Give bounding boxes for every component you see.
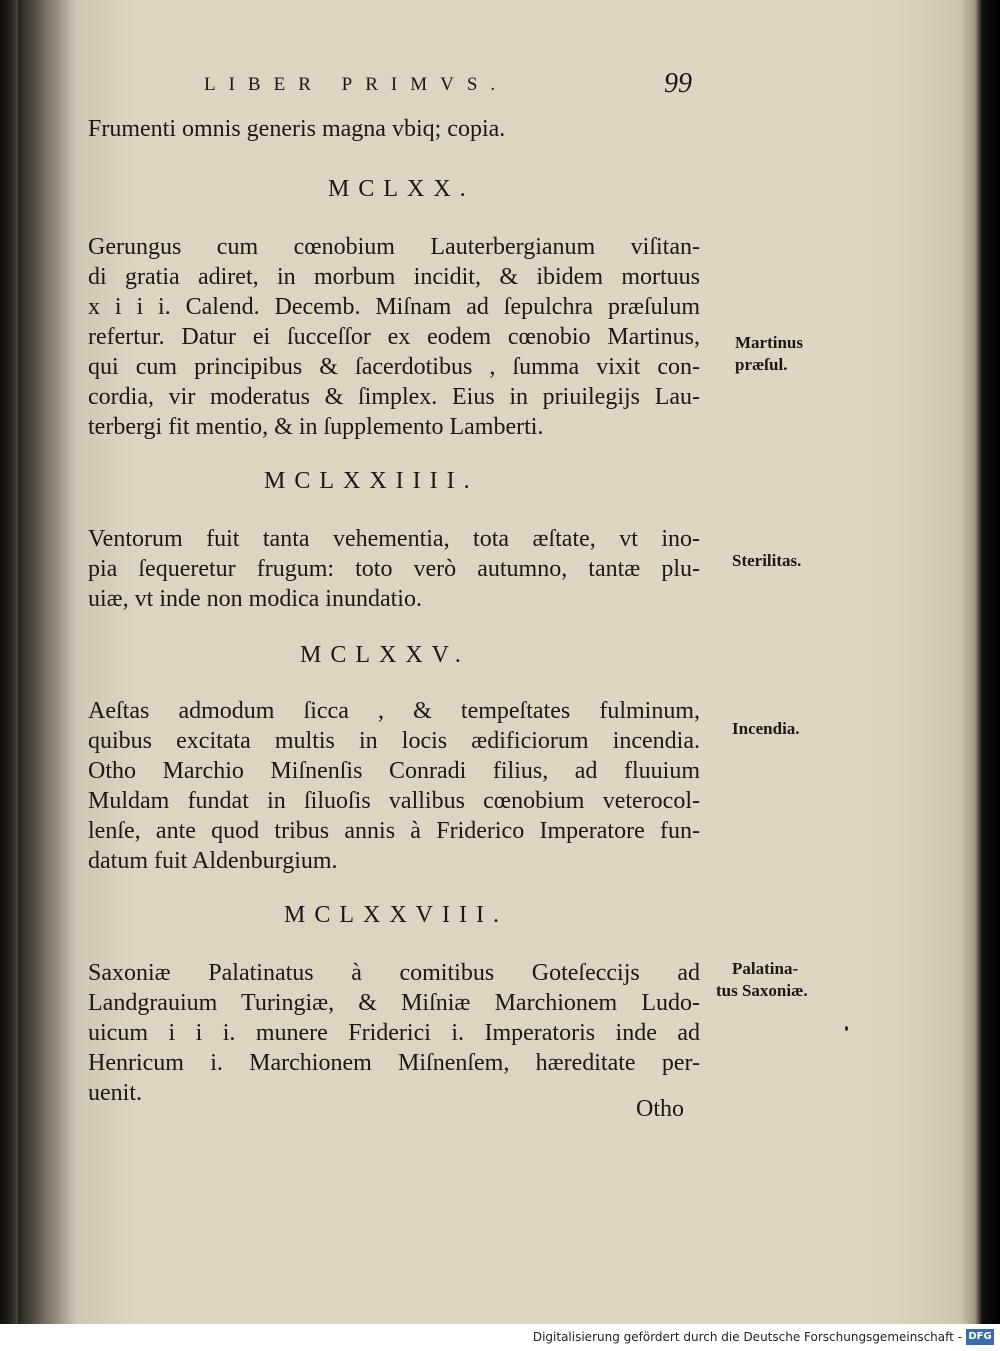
digitization-footer [0,1324,1000,1351]
page-number: 99 [664,68,692,99]
paragraph: Gerungus cum cœnobium Lauterbergianum viſitan- di gratia adiret, in morbum incidit, & ibidem mortuus x i i i. Calend. Decemb. Miſnam ad ſepulchra præſulum refertur. Datur ei ſucceſſor ex eodem cœnobio Martinus, qui cum principibus & ſacerdotibus , ſumma vixit con- cordia, vir moderatus & ſimplex. Eius in priuilegijs Lau- terbergi fit mentio, & in ſupplemento Lamberti. [88,234,700,440]
year-heading: MCLXX. [328,176,475,202]
marginal-note: Martinus præſul. [735,333,803,374]
year-heading: MCLXXVIII. [284,902,508,928]
footer-credit: Digitalisierung gefördert durch die Deutsche Forschungsgemeinschaft - [532,1330,962,1344]
gutter-shadow [18,0,78,1324]
year-heading: MCLXXV. [300,642,470,668]
running-head: LIBER PRIMVS. [204,74,509,95]
catchword: Otho [636,1096,684,1122]
ink-speck [845,1026,848,1031]
dfg-logo: DFG [966,1329,994,1345]
paragraph: Ventorum fuit tanta vehementia, tota æſtate, vt ino- pia ſequeretur frugum: toto verò autumno, tantæ plu- uiæ, vt inde non modica inundatio. [88,526,700,612]
paragraph: Saxoniæ Palatinatus à comitibus Goteſeccijs ad Landgrauium Turingiæ, & Miſniæ Marchionem Ludo- uicum i i i. munere Friderici i. Imperatoris inde ad Henricum i. Marchionem Miſnenſem, hæreditate per- uenit. [88,960,700,1106]
paragraph: Aeſtas admodum ſicca , & tempeſtates fulminum, quibus excitata multis in locis ædificiorum incendia. Otho Marchio Miſnenſis Conradi filius, ad fluuium Muldam fundat in ſiluoſis vallibus cœnobium veterocol- lenſe, ante quod tribus annis à Friderico Imperatore fun- datum fuit Aldenburgium. [88,698,700,874]
year-heading: MCLXXIIII. [264,468,479,494]
marginal-note: Sterilitas. [732,551,802,570]
intro-line: Frumenti omnis generis magna vbiq; copia. [88,116,506,142]
marginal-note: Palatina- tus Saxoniæ. [716,959,808,1000]
marginal-note: Incendia. [732,719,800,738]
